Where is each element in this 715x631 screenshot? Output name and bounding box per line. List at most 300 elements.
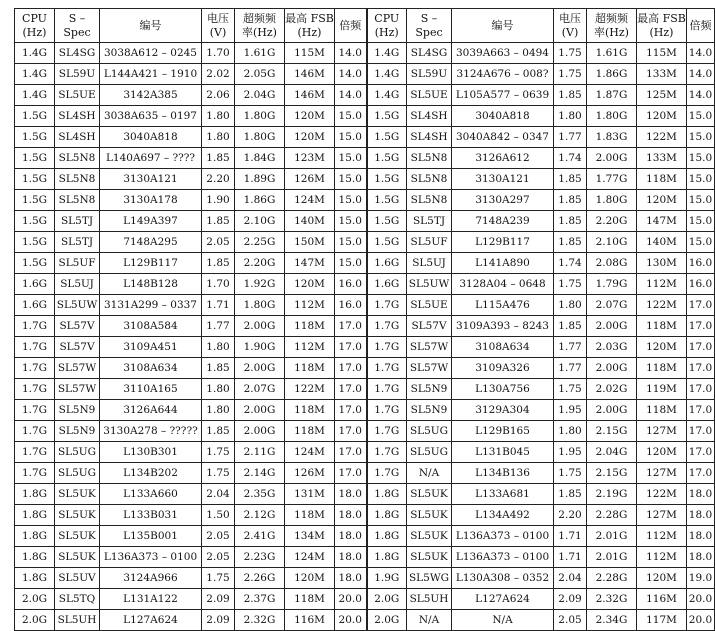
table-cell: 1.75 xyxy=(554,463,587,484)
table-cell: 112M xyxy=(637,547,687,568)
table-cell: 127M xyxy=(637,421,687,442)
table-cell: 2.04G xyxy=(587,442,637,463)
table-cell: L115A476 xyxy=(452,295,554,316)
table-cell: 1.5G xyxy=(367,232,407,253)
table-cell: 1.4G xyxy=(367,43,407,64)
table-cell: 1.85 xyxy=(554,190,587,211)
table-cell: 3108A634 xyxy=(452,337,554,358)
table-cell: 15.0 xyxy=(335,127,367,148)
table-cell: 3108A584 xyxy=(100,316,202,337)
table-cell: 1.6G xyxy=(367,274,407,295)
table-cell: 15.0 xyxy=(687,232,715,253)
table-cell: 118M xyxy=(285,400,335,421)
table-cell: 17.0 xyxy=(687,421,715,442)
table-cell: 18.0 xyxy=(687,547,715,568)
table-cell: SL57V xyxy=(55,316,100,337)
table-cell: 20.0 xyxy=(687,610,715,631)
table-cell: 15.0 xyxy=(687,148,715,169)
table-cell: L130A308 – 0352 xyxy=(452,568,554,589)
table-cell: 1.71 xyxy=(202,295,235,316)
table-cell: 1.4G xyxy=(15,43,55,64)
table-cell: 18.0 xyxy=(335,526,367,547)
table-cell: N/A xyxy=(452,610,554,631)
table-cell: 2.10G xyxy=(235,211,285,232)
table-cell: 1.71 xyxy=(554,526,587,547)
table-cell: 1.79G xyxy=(587,274,637,295)
table-row xyxy=(15,484,715,505)
table-cell: 1.77 xyxy=(202,316,235,337)
table-cell: SL5UK xyxy=(55,526,100,547)
table-cell: 120M xyxy=(637,442,687,463)
table-row xyxy=(15,400,715,421)
table-row xyxy=(15,127,715,148)
table-cell: SL57W xyxy=(55,358,100,379)
table-cell: 2.32G xyxy=(235,610,285,631)
table-row xyxy=(15,442,715,463)
table-cell: 17.0 xyxy=(687,295,715,316)
table-cell: 2.15G xyxy=(587,463,637,484)
table-cell: 1.61G xyxy=(587,43,637,64)
table-cell: 112M xyxy=(285,295,335,316)
table-cell: SL5UK xyxy=(407,484,452,505)
table-cell: 2.06 xyxy=(202,85,235,106)
table-row xyxy=(15,190,715,211)
table-cell: SL5N9 xyxy=(55,400,100,421)
table-cell: 1.7G xyxy=(367,379,407,400)
table-row xyxy=(15,379,715,400)
table-cell: SL5UE xyxy=(407,85,452,106)
table-cell: 3109A393 – 8243 xyxy=(452,316,554,337)
table-cell: 117M xyxy=(637,610,687,631)
table-cell: 119M xyxy=(637,379,687,400)
table-cell: 1.7G xyxy=(367,442,407,463)
table-cell: SL5UG xyxy=(55,442,100,463)
table-cell: 1.75 xyxy=(554,64,587,85)
table-cell: 1.85 xyxy=(554,211,587,232)
table-cell: 112M xyxy=(637,526,687,547)
table-cell: 1.5G xyxy=(15,253,55,274)
table-cell: SL5UE xyxy=(55,85,100,106)
table-cell: 1.85 xyxy=(202,211,235,232)
table-cell: SL4SG xyxy=(55,43,100,64)
table-cell: 2.09 xyxy=(202,589,235,610)
table-cell: 2.05G xyxy=(235,64,285,85)
table-cell: SL57V xyxy=(55,337,100,358)
table-cell: 2.11G xyxy=(235,442,285,463)
table-cell: 1.90 xyxy=(202,190,235,211)
table-cell: 3124A966 xyxy=(100,568,202,589)
table-cell: L130B301 xyxy=(100,442,202,463)
table-row xyxy=(15,316,715,337)
table-cell: 14.0 xyxy=(335,43,367,64)
table-cell: 118M xyxy=(285,358,335,379)
table-cell: 1.95 xyxy=(554,442,587,463)
table-cell: 1.5G xyxy=(367,190,407,211)
table-cell: 2.20G xyxy=(235,253,285,274)
table-cell: 14.0 xyxy=(335,64,367,85)
table-cell: 3126A612 xyxy=(452,148,554,169)
table-cell: SL5N9 xyxy=(55,421,100,442)
table-cell: 118M xyxy=(285,316,335,337)
column-header: 最高 FSB (Hz) xyxy=(285,9,335,43)
table-cell: 15.0 xyxy=(335,232,367,253)
table-cell: 18.0 xyxy=(687,505,715,526)
table-cell: 147M xyxy=(285,253,335,274)
table-cell: 1.7G xyxy=(15,379,55,400)
table-cell: 17.0 xyxy=(335,463,367,484)
table-cell: 15.0 xyxy=(335,211,367,232)
table-cell: 1.74 xyxy=(554,148,587,169)
table-cell: 1.85 xyxy=(554,85,587,106)
table-cell: 2.01G xyxy=(587,547,637,568)
column-header: 编号 xyxy=(452,9,554,43)
table-cell: 2.04 xyxy=(202,484,235,505)
table-cell: 118M xyxy=(637,400,687,421)
table-row xyxy=(15,421,715,442)
table-cell: 1.5G xyxy=(15,211,55,232)
table-row xyxy=(15,253,715,274)
table-cell: 17.0 xyxy=(335,337,367,358)
table-row xyxy=(15,232,715,253)
table-row xyxy=(15,274,715,295)
table-cell: 118M xyxy=(637,316,687,337)
table-cell: 1.5G xyxy=(15,127,55,148)
table-cell: 1.6G xyxy=(367,253,407,274)
table-cell: 120M xyxy=(285,274,335,295)
table-cell: 1.7G xyxy=(367,463,407,484)
table-cell: 1.75 xyxy=(554,274,587,295)
table-cell: 2.20 xyxy=(202,169,235,190)
table-cell: 1.85 xyxy=(202,358,235,379)
table-cell: 120M xyxy=(285,127,335,148)
table-cell: 17.0 xyxy=(687,379,715,400)
table-cell: L135B001 xyxy=(100,526,202,547)
table-cell: 1.7G xyxy=(15,442,55,463)
table-cell: L136A373 – 0100 xyxy=(100,547,202,568)
table-cell: 2.32G xyxy=(587,589,637,610)
table-cell: 2.00G xyxy=(587,400,637,421)
table-cell: 15.0 xyxy=(687,190,715,211)
table-cell: 2.41G xyxy=(235,526,285,547)
table-cell: 133M xyxy=(637,148,687,169)
table-cell: 126M xyxy=(285,169,335,190)
table-cell: SL4SH xyxy=(55,127,100,148)
table-cell: SL5TJ xyxy=(55,232,100,253)
table-cell: 1.5G xyxy=(15,190,55,211)
table-cell: 1.86G xyxy=(587,64,637,85)
table-row xyxy=(15,337,715,358)
table-cell: 3109A451 xyxy=(100,337,202,358)
table-cell: 1.80G xyxy=(235,106,285,127)
table-cell: 2.0G xyxy=(15,589,55,610)
table-cell: 19.0 xyxy=(687,568,715,589)
table-cell: 15.0 xyxy=(687,211,715,232)
table-cell: SL5UH xyxy=(407,589,452,610)
table-cell: 17.0 xyxy=(335,421,367,442)
table-cell: 118M xyxy=(285,421,335,442)
table-cell: L133A681 xyxy=(452,484,554,505)
table-cell: 3110A165 xyxy=(100,379,202,400)
table-cell: 1.7G xyxy=(367,421,407,442)
table-cell: 3130A278 – ????? xyxy=(100,421,202,442)
table-cell: 130M xyxy=(637,253,687,274)
table-cell: 1.7G xyxy=(15,337,55,358)
table-cell: 1.8G xyxy=(15,568,55,589)
table-cell: 1.85 xyxy=(554,484,587,505)
table-cell: SL5TJ xyxy=(407,211,452,232)
table-cell: L149A397 xyxy=(100,211,202,232)
table-cell: 126M xyxy=(285,463,335,484)
table-cell: 1.75 xyxy=(554,379,587,400)
table-cell: 2.34G xyxy=(587,610,637,631)
table-cell: 1.4G xyxy=(15,64,55,85)
table-cell: 17.0 xyxy=(335,316,367,337)
table-cell: SL5N8 xyxy=(407,148,452,169)
table-cell: 1.75 xyxy=(202,463,235,484)
table-cell: L131A122 xyxy=(100,589,202,610)
cpu-overclock-table xyxy=(14,8,715,631)
table-cell: 1.92G xyxy=(235,274,285,295)
table-cell: 120M xyxy=(637,190,687,211)
table-cell: 124M xyxy=(285,190,335,211)
table-cell: 124M xyxy=(285,442,335,463)
table-cell: 1.80 xyxy=(202,379,235,400)
table-cell: 1.71 xyxy=(554,547,587,568)
table-cell: SL5UG xyxy=(55,463,100,484)
table-cell: L129B117 xyxy=(100,253,202,274)
table-cell: 3039A663 – 0494 xyxy=(452,43,554,64)
table-cell: L144A421 – 1910 xyxy=(100,64,202,85)
table-cell: SL5UV xyxy=(55,568,100,589)
table-cell: 18.0 xyxy=(335,484,367,505)
column-header: 电压 (V) xyxy=(202,9,235,43)
table-cell: 3038A635 – 0197 xyxy=(100,106,202,127)
table-cell: SL5UF xyxy=(55,253,100,274)
table-cell: SL4SG xyxy=(407,43,452,64)
table-cell: 1.85 xyxy=(554,316,587,337)
table-cell: 2.28G xyxy=(587,505,637,526)
table-cell: 131M xyxy=(285,484,335,505)
table-cell: 118M xyxy=(285,505,335,526)
table-cell: SL59U xyxy=(407,64,452,85)
table-cell: 1.75 xyxy=(202,568,235,589)
table-cell: L140A697 – ???? xyxy=(100,148,202,169)
table-cell: 146M xyxy=(285,64,335,85)
table-cell: 2.05 xyxy=(202,547,235,568)
table-row xyxy=(15,505,715,526)
table-cell: SL5N8 xyxy=(55,190,100,211)
table-cell: 1.50 xyxy=(202,505,235,526)
table-cell: 2.0G xyxy=(15,610,55,631)
table-cell: 1.5G xyxy=(15,106,55,127)
table-row xyxy=(15,211,715,232)
table-row xyxy=(15,106,715,127)
table-cell: 2.00G xyxy=(235,358,285,379)
table-cell: SL57W xyxy=(55,379,100,400)
table-cell: SL4SH xyxy=(407,127,452,148)
table-cell: 2.00G xyxy=(587,358,637,379)
table-cell: N/A xyxy=(407,463,452,484)
table-cell: SL5N8 xyxy=(407,190,452,211)
table-cell: L134A492 xyxy=(452,505,554,526)
table-cell: 1.8G xyxy=(367,526,407,547)
table-cell: 1.80G xyxy=(235,295,285,316)
table-cell: 1.7G xyxy=(367,295,407,316)
table-cell: 2.05 xyxy=(554,610,587,631)
table-cell: 1.5G xyxy=(367,169,407,190)
table-cell: 2.10G xyxy=(587,232,637,253)
table-cell: 15.0 xyxy=(687,169,715,190)
table-cell: 2.37G xyxy=(235,589,285,610)
table-row xyxy=(15,85,715,106)
table-cell: 1.90G xyxy=(235,337,285,358)
table-cell: 1.80 xyxy=(554,421,587,442)
table-cell: 1.7G xyxy=(15,463,55,484)
table-cell: 2.0G xyxy=(367,589,407,610)
table-cell: 2.09 xyxy=(202,610,235,631)
table-cell: 1.80 xyxy=(554,106,587,127)
table-cell: 1.77G xyxy=(587,169,637,190)
table-row xyxy=(15,169,715,190)
table-cell: 2.00G xyxy=(587,316,637,337)
table-cell: 1.7G xyxy=(367,400,407,421)
column-header: CPU (Hz) xyxy=(15,9,55,43)
table-cell: 147M xyxy=(637,211,687,232)
table-cell: 1.6G xyxy=(15,274,55,295)
table-cell: 3108A634 xyxy=(100,358,202,379)
table-cell: 1.7G xyxy=(367,316,407,337)
table-cell: 2.14G xyxy=(235,463,285,484)
table-cell: SL5UJ xyxy=(407,253,452,274)
table-cell: SL5UK xyxy=(55,484,100,505)
table-cell: 20.0 xyxy=(335,610,367,631)
table-cell: 17.0 xyxy=(687,463,715,484)
table-cell: 15.0 xyxy=(335,253,367,274)
column-header: S – Spec xyxy=(55,9,100,43)
table-cell: 1.70 xyxy=(202,274,235,295)
table-cell: 3128A04 – 0648 xyxy=(452,274,554,295)
table-cell: 1.7G xyxy=(15,316,55,337)
table-cell: 17.0 xyxy=(335,358,367,379)
table-cell: 150M xyxy=(285,232,335,253)
table-cell: L133B031 xyxy=(100,505,202,526)
table-cell: 1.85 xyxy=(202,253,235,274)
table-cell: SL5WG xyxy=(407,568,452,589)
table-cell: 1.80G xyxy=(587,106,637,127)
column-header: 电压 (V) xyxy=(554,9,587,43)
table-cell: 2.00G xyxy=(235,400,285,421)
table-cell: 17.0 xyxy=(687,337,715,358)
table-cell: 122M xyxy=(637,295,687,316)
table-cell: 1.7G xyxy=(367,358,407,379)
table-cell: 15.0 xyxy=(335,148,367,169)
table-row xyxy=(15,358,715,379)
table-cell: 1.7G xyxy=(15,421,55,442)
table-cell: 134M xyxy=(285,526,335,547)
table-cell: 14.0 xyxy=(687,85,715,106)
table-cell: 2.04 xyxy=(554,568,587,589)
table-cell: 7148A239 xyxy=(452,211,554,232)
table-cell: 122M xyxy=(637,127,687,148)
table-cell: SL4SH xyxy=(55,106,100,127)
table-cell: SL57W xyxy=(407,337,452,358)
table-cell: 20.0 xyxy=(335,589,367,610)
column-header: CPU (Hz) xyxy=(367,9,407,43)
table-cell: 1.80 xyxy=(202,337,235,358)
table-cell: 14.0 xyxy=(687,43,715,64)
table-cell: 2.26G xyxy=(235,568,285,589)
table-cell: 18.0 xyxy=(335,505,367,526)
table-cell: 3124A676 – 008? xyxy=(452,64,554,85)
table-cell: 1.4G xyxy=(15,85,55,106)
table-cell: SL5TJ xyxy=(55,211,100,232)
table-cell: 2.00G xyxy=(587,148,637,169)
table-cell: 1.4G xyxy=(367,64,407,85)
table-cell: 14.0 xyxy=(335,85,367,106)
table-cell: 2.07G xyxy=(587,295,637,316)
table-cell: SL5TQ xyxy=(55,589,100,610)
table-cell: 3130A121 xyxy=(452,169,554,190)
table-row xyxy=(15,463,715,484)
table-cell: 1.7G xyxy=(15,358,55,379)
table-cell: 2.04G xyxy=(235,85,285,106)
table-cell: SL5N8 xyxy=(55,169,100,190)
table-cell: 3038A612 – 0245 xyxy=(100,43,202,64)
table-cell: 15.0 xyxy=(335,190,367,211)
table-body xyxy=(15,43,715,631)
table-cell: 2.19G xyxy=(587,484,637,505)
table-cell: 3130A178 xyxy=(100,190,202,211)
column-header: 倍频 xyxy=(335,9,367,43)
table-cell: 1.8G xyxy=(367,547,407,568)
table-cell: 1.83G xyxy=(587,127,637,148)
table-cell: 18.0 xyxy=(687,526,715,547)
table-header-row xyxy=(15,9,715,43)
table-cell: SL57V xyxy=(407,316,452,337)
table-cell: 16.0 xyxy=(335,274,367,295)
table-cell: 116M xyxy=(285,610,335,631)
table-cell: 122M xyxy=(637,484,687,505)
table-cell: 1.8G xyxy=(367,505,407,526)
table-cell: 2.28G xyxy=(587,568,637,589)
table-cell: 112M xyxy=(285,337,335,358)
table-cell: 2.02 xyxy=(202,64,235,85)
table-cell: 15.0 xyxy=(335,106,367,127)
table-cell: L134B136 xyxy=(452,463,554,484)
table-cell: 2.20 xyxy=(554,505,587,526)
table-cell: 1.80G xyxy=(587,190,637,211)
table-cell: SL5UK xyxy=(407,526,452,547)
table-cell: 1.95 xyxy=(554,400,587,421)
table-cell: L105A577 – 0639 xyxy=(452,85,554,106)
table-cell: 1.85 xyxy=(554,169,587,190)
table-cell: 115M xyxy=(285,43,335,64)
table-cell: 18.0 xyxy=(335,547,367,568)
table-cell: SL5N9 xyxy=(407,379,452,400)
table-row xyxy=(15,610,715,631)
table-cell: 1.85 xyxy=(554,232,587,253)
table-cell: L129B165 xyxy=(452,421,554,442)
column-header: 超频频 率(Hz) xyxy=(235,9,285,43)
table-cell: 1.85 xyxy=(202,421,235,442)
table-cell: 1.89G xyxy=(235,169,285,190)
table-cell: 18.0 xyxy=(687,484,715,505)
table-cell: 120M xyxy=(637,568,687,589)
table-cell: 3040A818 xyxy=(452,106,554,127)
table-cell: SL5UW xyxy=(55,295,100,316)
table-cell: 120M xyxy=(637,337,687,358)
column-header: 最高 FSB (Hz) xyxy=(637,9,687,43)
